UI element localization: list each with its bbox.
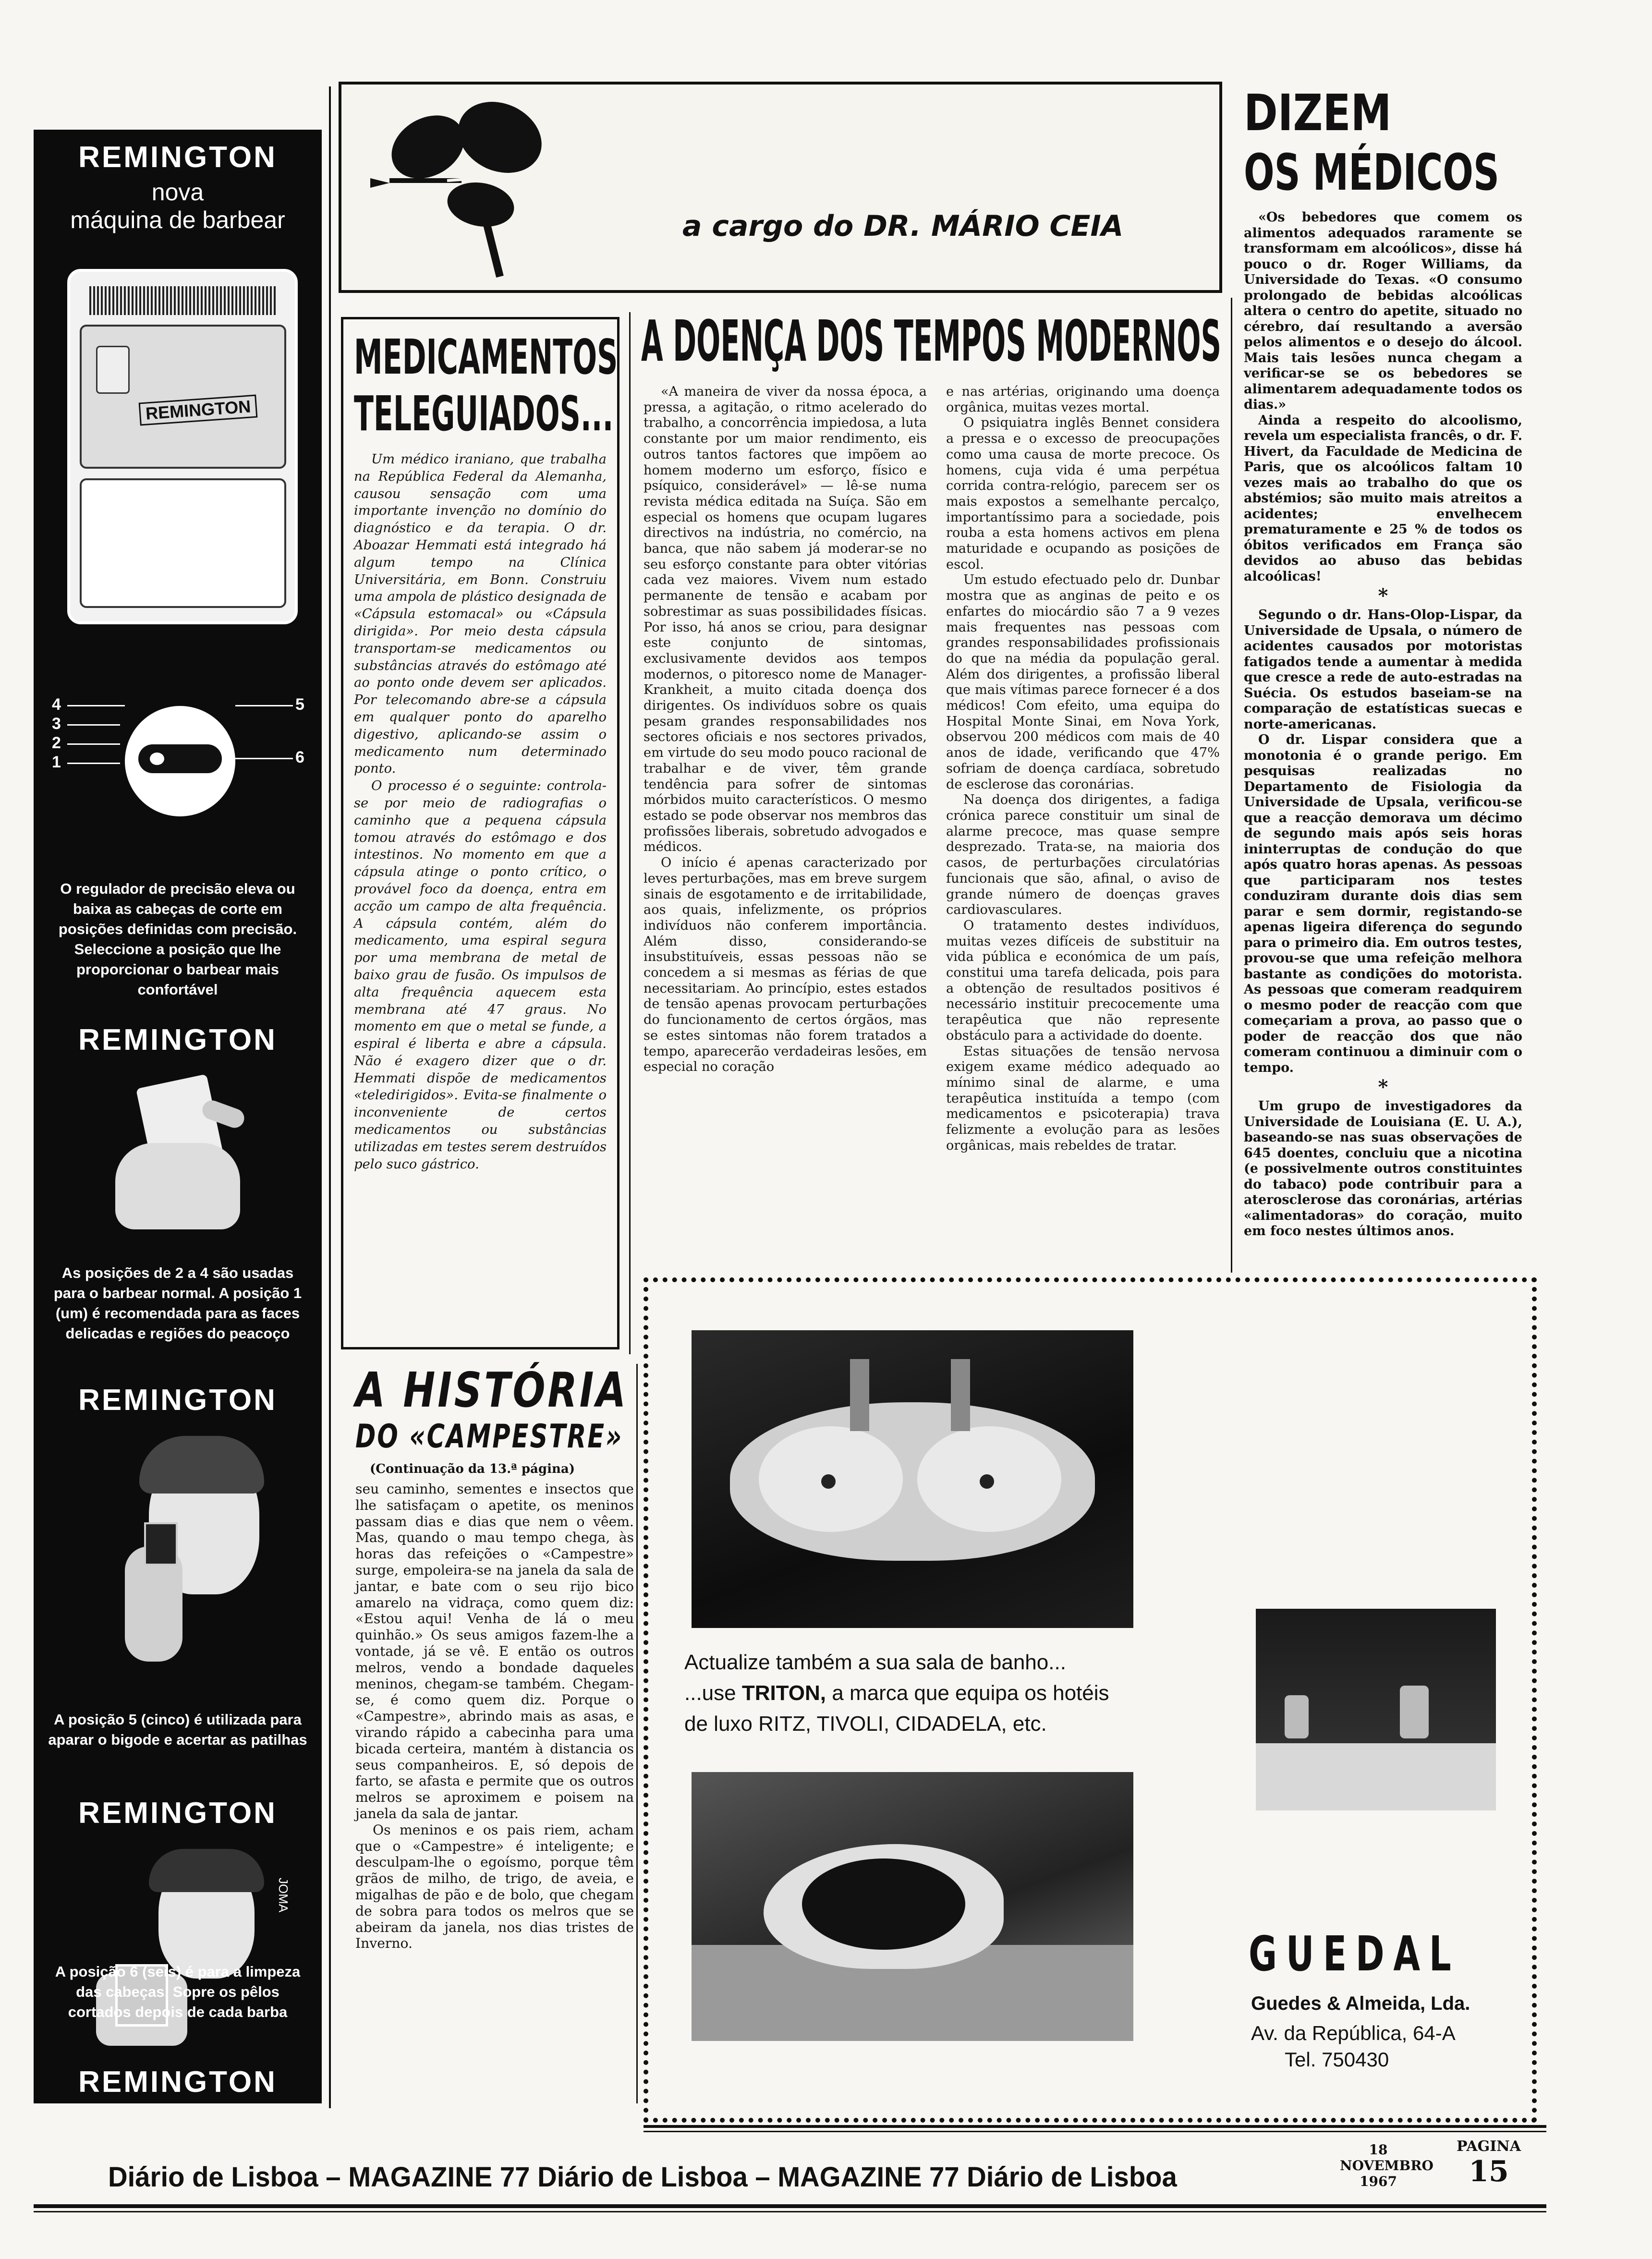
- ad-brand-2: REMINGTON: [78, 1023, 277, 1057]
- dizem-paragraph-3: Segundo o dr. Hans-Olop-Lispar, da Universidade de Upsala, o número de acidentes causados por motoristas fatigados tende a aumentar à medida que cresce a rede de auto-estradas na Suécia. Os estudos baseiam-se na comparação de estatísticas suecas e norte-americanas.: [1244, 607, 1522, 732]
- plant-illustration: [361, 94, 562, 286]
- doenca-paragraph-1: «A maneira de viver da nossa época, a pressa, a agitação, o ritmo acelerado do trabalho, a concorrência impiedosa, a luta constante por um maior rendimento, eis outros tantos factores que impõem ao homem moderno um esforço, físico e psíquico, considerável» — lê-se numa revista médica editada na Suíça. São em especial os homens que ocupam lugares directivos na indústria, no comércio, na banca, que não sabem já moderar-se no seu esforço constante para obter vitórias cada vez maiores. Vivem num estado permanente de tensão e acabam por sobrestimar as suas possibilidades físicas. Por isso, há anos se criou, para designar este conjunto de sintomas, exclusivamente devidos aos tempos modernos, o pitoresco nome de Manager-Krankheit, a muito citada doença dos dirigentes. Os indivíduos sobre os quais pesam grandes responsabilidades nos sectores oficiais e nos sectores privados, em virtude do seu modo pouco racional de trabalhar e de viver, têm grande tendência para sofrer de sintomas mórbidos muito característicos. O mesmo estado se pode observar nos membros das profissões liberais, sobretudo advogados e médicos.: [644, 384, 927, 855]
- footer-masthead: Diário de Lisboa – MAGAZINE 77 Diário de Lisboa – MAGAZINE 77 Diário de Lisboa: [108, 2162, 1177, 2193]
- dizem-paragraph-1: «Os bebedores que comem os alimentos adequados raramente se transformam em alcoólicos», disse há pouco o dr. Roger Williams, da Universidade do Texas. «O consumo prolongado de bebidas alcoólicas altera o centro do apetite, situado no cérebro, daí resultando a aversão pelos alimentos e o desejo do álcool. Mais tais lesões nunca chegam a verificar-se se os bebedores se alimentarem adequadamente todos os dias.»: [1244, 210, 1522, 412]
- ad-brand-5: REMINGTON: [78, 2065, 277, 2099]
- company-address: Av. da República, 64-A: [1251, 2022, 1456, 2044]
- footer-date: [1340, 2142, 1433, 2189]
- remington-advertisement: [34, 130, 322, 2103]
- man-shaving-sideburns-photo: [96, 1436, 279, 1676]
- footer-day: 18: [1369, 2142, 1388, 2158]
- ad-brand-3: REMINGTON: [78, 1384, 277, 1417]
- footer-year: 1967: [1360, 2174, 1397, 2189]
- doenca-title: A DOENÇA DOS TEMPOS MODERNOS: [641, 308, 1221, 374]
- doenca-paragraph-2: O início é apenas caracterizado por leves perturbações, mas em breve surgem sinais de esgotamento e de irritabilidade, aos quais, infelizmente, os próprios indivíduos não conferem importância. Além disso, considerando-se insubstituíveis, essas pessoas não se concedem a si mesmas as férias de que necessitariam. Ao princípio, estes estados de tensão apenas provocam perturbações do funcionamento de certos órgãos, mas se estes sintomas não forem tratados a tempo, aparecerão verdadeiras lesões, em especial no coração: [644, 855, 927, 1075]
- doenca-paragraph-4: O psiquiatra inglês Bennet considera a pressa e o excesso de preocupações como uma causa de morte precoce. Os homens, cuja vida é uma perpétua corrida contra-relógio, parecem ser os mais expostos a semelhante percalço, importantíssimo para a sociedade, pois rouba a esta homens activos em plena maturidade e ocupando as posições de escol.: [946, 415, 1220, 572]
- medicamentos-paragraph-2: O processo é o seguinte: controla-se por meio de radiografias o caminho que a pequena cápsula tomou através do estômago e dos intestinos. No momento em que a cápsula atinge o ponto crítico, o provável foco da doença, entra em acção um campo de alta frequência. A cápsula contém, além do medicamento, uma espiral segura por uma membrana de metal de baixo grau de fusão. Os impulsos de alta frequência aquecem esta membrana até 47 graus. No momento em que o metal se funde, a espiral é liberta e abre a cápsula. Não é exagero dizer que o dr. Hemmati dispõe de medicamentos «teledirigidos». Evita-se finalmente o inconveniente de certos medicamentos ou substâncias utilizadas em testes serem destruídos pelo suco gástrico.: [354, 778, 607, 1172]
- medicamentos-paragraph-1: Um médico iraniano, que trabalha na República Federal da Alemanha, causou sensação com uma importante invenção no domínio do diagnóstico e da terapia. O dr. Aboazar Hemmati está integrado há algum tempo na Clínica Universitária, em Bonn. Construiu uma ampola de plástico designada de «Cápsula estomacal» ou «Cápsula dirigida». Por meio desta cápsula transportam-se medicamentos ou substâncias através do estômago até ao ponto onde devem ser aplicados. Por telecomando abre-se a cápsula em qualquer ponto do aparelho digestivo, aplicando-se assim o medicamento num determinado ponto.: [354, 452, 607, 777]
- shaver-brand-label: REMINGTON: [139, 395, 258, 426]
- dizem-section: [1244, 84, 1522, 1294]
- footer-month: NOVEMBRO: [1340, 2158, 1433, 2174]
- triton-slogan-line1: Actualize também a sua sala de banho...: [684, 1651, 1066, 1674]
- ad-text-position-5: A posição 5 (cinco) é utilizada para aparar o bigode e acertar as patilhas: [48, 1711, 307, 1748]
- dizem-paragraph-2: Ainda a respeito do alcoolismo, revela um especialista francês, o dr. F. Hivert, da Faculdade de Medicina de Paris, que os alcoólicos faltam 10 vezes mais ao trabalho do que os abstémios; são muito mais atreitos a acidentes; envelhecem prematuramente e 25 % de todos os óbitos verificados em França são devidos ao abuso das bebidas alcoólicas!: [1244, 413, 1522, 584]
- doenca-column-1: [644, 384, 927, 1075]
- ad-brand-4: REMINGTON: [78, 1797, 277, 1830]
- footer-page-label: PAGINA: [1456, 2138, 1521, 2155]
- doenca-paragraph-8: Estas situações de tensão nervosa exigem exame médico adequado ao mínimo sinal de alarme, e uma terapêutica instituída a tempo (com medicamentos e psicoterapia) trava felizmente a evolução para as lesões orgânicas, mais rebeldes de tratar.: [946, 1044, 1220, 1153]
- ad-brand: REMINGTON: [78, 141, 277, 174]
- medicamentos-box: [341, 317, 620, 1349]
- doenca-paragraph-5: Um estudo efectuado pelo dr. Dunbar mostra que as anginas de peito e os enfartes do miocárdio são 7 a 9 vezes mais frequentes nas pessoas com grandes responsabilidades profissionais do que na média da população geral. Além dos dirigentes, a profissão liberal que mais vítimas parece fornecer é a dos médicos! Com efeito, uma equipa do Hospital Monte Sinai, em Nova York, observou 200 médicos com mais de 40 anos de idade, verificando que 47% sofriam de doença cardíaca, sobretudo de esclerose das coronárias.: [946, 572, 1220, 792]
- dizem-paragraph-5: Um grupo de investigadores da Universidade de Louisiana (E. U. A.), baseando-se nas suas observações de 645 doentes, concluiu que a nicotina (e possivelmente outros constituintes do tabaco) pode contribuir para a aterosclerose das coronárias, artérias «alimentadoras» do coração, muito em foco nestes últimos anos.: [1244, 1099, 1522, 1239]
- historia-title-line1: A HISTÓRIA: [355, 1362, 628, 1418]
- doenca-paragraph-7: O tratamento destes indivíduos, muitas vezes difíceis de substituir na vida pública e económica de um país, constitui uma tarefa delicada, pois para a obtenção de resultados positivos é necessário instituir precocemente uma terapêutica que não represente obstáculo para a actividade do doente.: [946, 918, 1220, 1043]
- doenca-paragraph-6: Na doença dos dirigentes, a fadiga crónica parece constituir um sinal de alarme precoce, mas quase sempre desprezado. Trata-se, na maioria dos casos, de perturbações circulatórias funcionais que são, afinal, o aviso de grande número de doenças graves cardiovasculares.: [946, 792, 1220, 918]
- section-star-2: *: [1378, 1076, 1388, 1098]
- shaver-illustration: [67, 269, 298, 624]
- section-star: *: [1378, 584, 1388, 607]
- company-name: GUEDAL: [1249, 1926, 1460, 1982]
- dizem-title-line2: OS MÉDICOS: [1244, 143, 1499, 202]
- historia-continuation-note: (Continuação da 13.ª página): [370, 1462, 575, 1476]
- medicamentos-title-line1: MEDICAMENTOS: [354, 329, 618, 385]
- dial-diagram: 4 3 2 1 5 6: [34, 687, 322, 845]
- medicamentos-title-line2: TELEGUIADOS...: [354, 386, 614, 442]
- illustrator-signature: JOMA: [276, 1878, 291, 1913]
- faucet-photo: [1256, 1609, 1496, 1810]
- ad-text-position-6: A posição 6 (seis) é para a limpeza das cabeças. Sopre os pêlos cortados depois de cada barba: [55, 1963, 301, 2020]
- triton-slogan: [684, 1647, 1213, 1739]
- dizem-paragraph-4: O dr. Lispar considera que a monotonia é o grande perigo. Em pesquisas realizadas no Departamento de Fisiologia da Universidade de Upsala, verificou-se que a reacção demorava um décimo de segundo mais após seis horas ininterruptas de condução do que após quatro horas apenas. As pessoas que participaram nos testes conduziram durante dois dias sem parar e sem dormir, registando-se apenas ligeira diferença do segundo para o primeiro dia. Em outros testes, provou-se que uma refeição melhora bastante as condições do motorista. As pessoas que comeram readquirem o mesmo poder de reacção com que começariam a prova, ao passo que o poder de reacção dos que não comeram continuou a diminuir com o tempo.: [1244, 732, 1522, 1075]
- doenca-paragraph-3: e nas artérias, originando uma doença orgânica, muitas vezes mortal.: [946, 384, 1220, 415]
- triton-slogan-line2: ...use TRITON, a marca que equipa os hotéis: [684, 1681, 1109, 1705]
- doenca-column-2: [946, 384, 1220, 1154]
- company-phone: Tel. 750430: [1285, 2048, 1389, 2071]
- triton-guedal-advertisement: [644, 1277, 1537, 2123]
- ad-text-positions-2-4: As posições de 2 a 4 são usadas para o barbear normal. A posição 1 (um) é recomendada para as faces delicadas e regiões do peacoço: [53, 1264, 302, 1342]
- historia-paragraph-1: seu caminho, sementes e insectos que lhe satisfaçam o apetite, os meninos passam dias e dias que nem o vêem. Mas, quando o mau tempo chega, às horas das refeições o «Campestre» surge, empoleira-se na janela da sala de jantar, e bate com o seu rijo bico amarelo na vidraça, como quem diz: «Estou aqui! Venha de lá o meu quinhão.» Os seus amigos fazem-lhe a vontade, já se vê. E então os outros melros, vendo a bondade daqueles meninos, chegam-se também. Chegam-se, é como quem diz. Porque o «Campestre», abrindo mais as asas, e virando rápido a cabecinha para uma bicada certeira, mantém à distancia os seus companheiros. E, só depois de farto, se afasta e permite que os outros melros se aproximem e poisem na janela da sala de jantar.: [355, 1481, 634, 1822]
- triton-slogan-line3: de luxo RITZ, TIVOLI, CIDADELA, etc.: [684, 1712, 1047, 1736]
- ad-headline-subtitle: máquina de barbear: [70, 206, 285, 233]
- column-byline: a cargo do DR. MÁRIO CEIA: [682, 209, 1124, 243]
- historia-paragraph-2: Os meninos e os pais riem, acham que o «Campestre» é inteligente; e desculpam-lhe o egoísmo, porque têm grãos de milho, de trigo, de aveia, e migalhas de pão e de bolo, que chegam de sobra para todos os melros que se abeiram da janela, nos dias tristes de Inverno.: [355, 1822, 634, 1952]
- footer-page: [1441, 2138, 1537, 2188]
- historia-section: [355, 1364, 634, 2103]
- hand-adjusting-shaver-photo: [86, 1071, 269, 1244]
- dizem-title-line1: DIZEM: [1244, 84, 1392, 142]
- historia-title-line2: DO «CAMPESTRE»: [355, 1418, 623, 1456]
- column-banner: [339, 82, 1222, 293]
- triton-brand: TRITON,: [741, 1681, 826, 1705]
- ad-text-regulator: O regulador de precisão eleva ou baixa as cabeças de corte em posições definidas com precisão. Seleccione a posição que lhe proporcionar o barbear mais confortável: [58, 880, 297, 998]
- ad-headline-nova: nova: [151, 179, 204, 206]
- bidet-photo: [692, 1772, 1133, 2041]
- footer-page-number: 15: [1469, 2155, 1509, 2188]
- washbasin-photo: [692, 1330, 1133, 1628]
- company-firm-name: Guedes & Almeida, Lda.: [1251, 1993, 1470, 2014]
